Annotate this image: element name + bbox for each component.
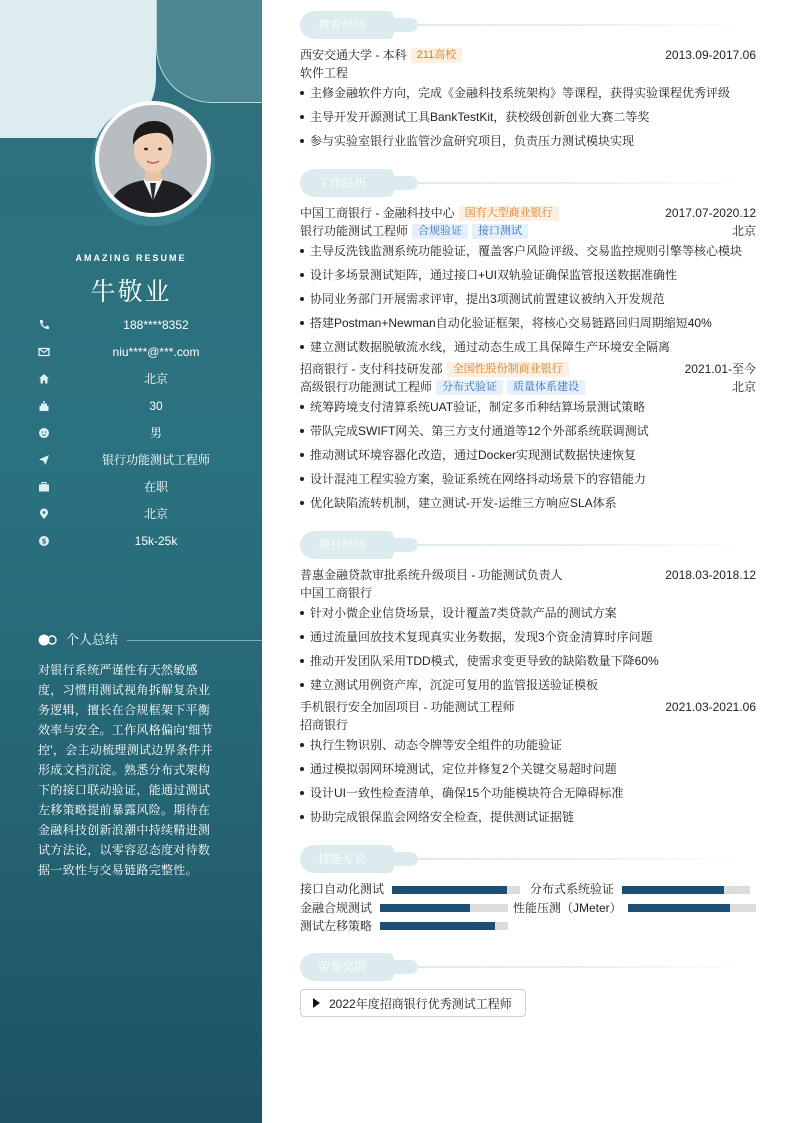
company-tag: 国有大型商业银行	[459, 206, 559, 221]
section-work: 工作经历	[300, 169, 756, 197]
project-title: 普惠金融贷款审批系统升级项目 - 功能测试负责人 2018.03-2018.12	[300, 568, 756, 582]
award-item: 2022年度招商银行优秀测试工程师	[300, 989, 526, 1017]
skill-label: 测试左移策略	[300, 919, 373, 933]
decor-shape	[156, 0, 262, 103]
education-major: 软件工程	[300, 66, 349, 80]
skill-bar	[392, 886, 520, 894]
info-email: niu****@***.com	[38, 345, 238, 363]
info-salary: $ 15k-25k	[38, 534, 238, 552]
summary-heading: 个人总结	[38, 632, 224, 650]
skill-bar	[628, 904, 756, 912]
toggle-dots-icon	[38, 634, 58, 646]
mail-icon	[38, 346, 50, 358]
send-icon	[38, 454, 50, 466]
project-date: 2021.03-2021.06	[665, 700, 756, 714]
play-arrow-icon	[313, 998, 320, 1008]
work-role: 高级银行功能测试工程师 分布式验证 质量体系建设 北京	[300, 380, 756, 394]
info-job: 银行功能测试工程师	[38, 453, 238, 471]
role-tag: 分布式验证	[436, 380, 503, 395]
project-date: 2018.03-2018.12	[665, 568, 756, 582]
info-status: 在职	[38, 480, 238, 498]
info-home: 北京	[38, 372, 238, 390]
role-tag: 合规验证	[412, 224, 468, 239]
svg-text:$: $	[41, 537, 47, 546]
work-date: 2017.07-2020.12	[665, 206, 756, 220]
sidebar	[0, 0, 262, 1123]
section-projects: 项目经历	[300, 531, 756, 559]
education-date: 2013.09-2017.06	[665, 48, 756, 62]
home-icon	[38, 373, 50, 385]
school-tag: 211高校	[411, 48, 463, 63]
candidate-name: 牛敬业	[90, 278, 172, 306]
skill-bar	[622, 886, 750, 894]
cake-icon	[38, 400, 50, 412]
work-company: 中国工商银行 - 金融科技中心 国有大型商业银行 2017.07-2020.12	[300, 206, 756, 220]
skill-bar	[380, 904, 508, 912]
skill-label: 接口自动化测试	[300, 882, 385, 896]
skill-label: 性能压测（JMeter）	[513, 901, 622, 915]
work-date: 2021.01-至今	[684, 362, 756, 376]
gender-icon	[38, 427, 50, 439]
work-role: 银行功能测试工程师 合规验证 接口测试 北京	[300, 224, 756, 238]
location-icon	[38, 508, 50, 520]
resume-brand: AMAZING RESUME	[75, 253, 187, 263]
section-awards: 荣誉奖项	[300, 953, 756, 981]
section-skills: 技能专长	[300, 845, 756, 873]
project-org: 中国工商银行	[300, 586, 373, 600]
info-age: 30	[38, 399, 238, 417]
phone-icon	[38, 319, 50, 331]
info-location: 北京	[38, 507, 238, 525]
project-title: 手机银行安全加固项目 - 功能测试工程师 2021.03-2021.06	[300, 700, 756, 714]
info-gender: 男	[38, 426, 238, 444]
work-company: 招商银行 - 支付科技研发部 全国性股份制商业银行 2021.01-至今	[300, 362, 756, 376]
role-tag: 质量体系建设	[507, 380, 585, 395]
role-tag: 接口测试	[472, 224, 528, 239]
work-city: 北京	[731, 380, 756, 394]
summary-text: 对银行系统严谨性有天然敏感度，习惯用测试视角拆解复杂业务逻辑，擅长在合规框架下平衡效率与安全。工作风格偏向'细节控'，会主动梳理测试边界条件并形成文档沉淀。熟悉分布式架构下的接口联动验证，能通过测试左移策略提前暴露风险。期待在金融科技创新浪潮中持续精进测试方法论，以零容忍态度对待数据一致性与交易链路完整性。	[38, 663, 213, 877]
skill-label: 金融合规测试	[300, 901, 373, 915]
education-school: 西安交通大学 - 本科 211高校 2013.09-2017.06	[300, 48, 756, 62]
briefcase-icon	[38, 481, 50, 493]
company-tag: 全国性股份制商业银行	[447, 362, 569, 377]
salary-icon	[38, 535, 50, 547]
skill-bar	[380, 922, 508, 930]
work-city: 北京	[731, 224, 756, 238]
avatar	[89, 100, 222, 218]
divider	[127, 640, 262, 641]
project-org: 招商银行	[300, 718, 349, 732]
section-education: 教育经历	[300, 11, 756, 39]
skill-label: 分布式系统验证	[530, 882, 615, 896]
info-phone: 188****8352	[38, 318, 238, 336]
avatar-photo	[99, 105, 207, 213]
